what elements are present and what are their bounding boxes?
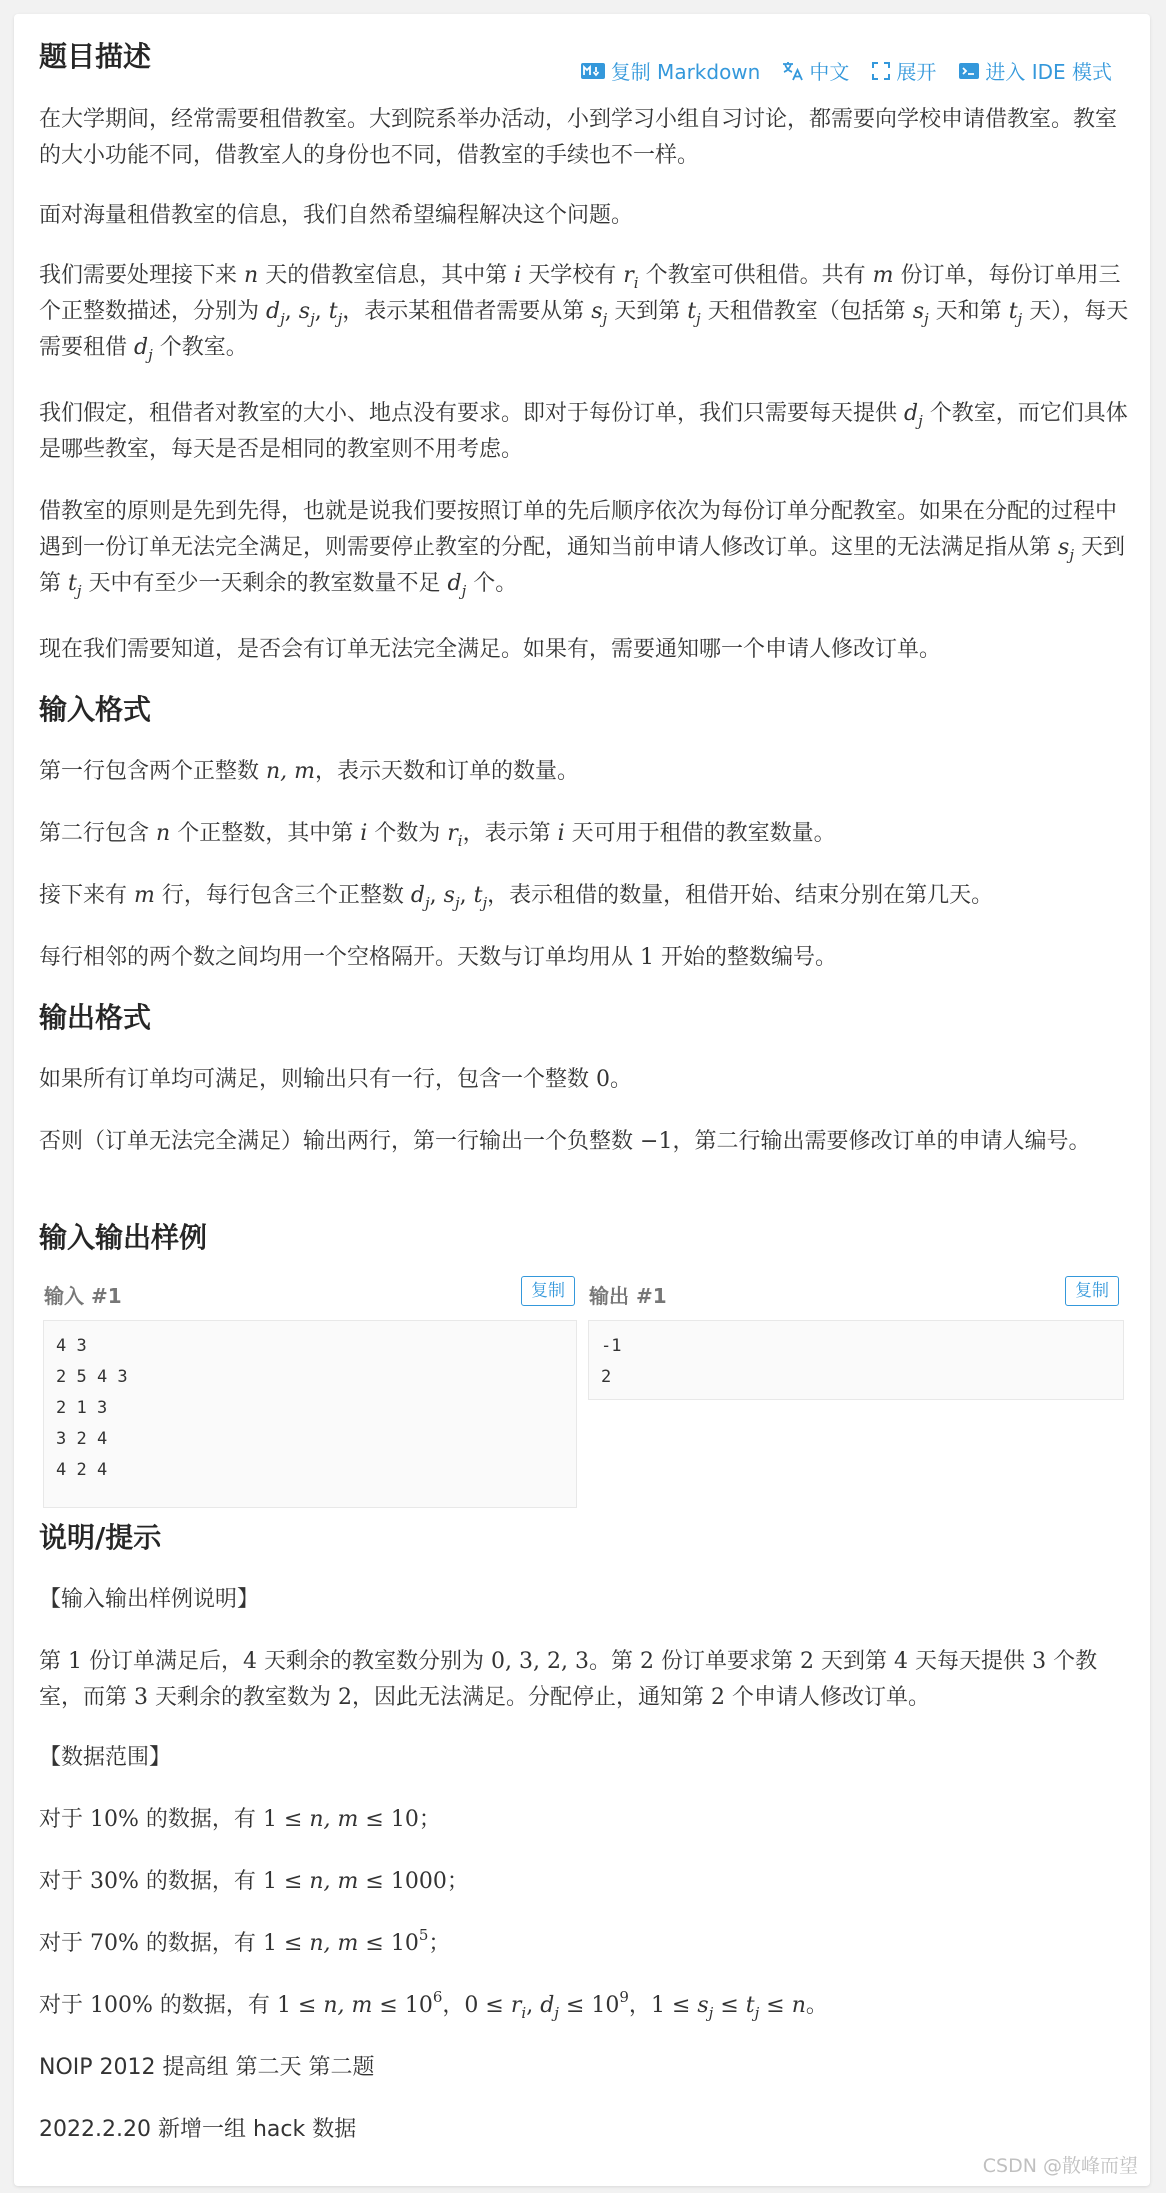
copy-markdown-label: 复制 Markdown: [610, 60, 761, 84]
input-format-line-4: 每行相邻的两个数之间均用一个空格隔开。天数与订单均用从 1 开始的整数编号。: [39, 945, 838, 970]
terminal-icon: [958, 62, 980, 80]
data-range-30: 对于 30% 的数据，有 1 ≤ n, m ≤ 1000；: [39, 1869, 469, 1894]
description-paragraph-4: 我们假定，租借者对教室的大小、地点没有要求。即对于每份订单，我们只需要每天提供 $d_j$ 个教室，而它们具体是哪些教室，每天是否是相同的教室则不用考虑。: [39, 401, 1128, 462]
translate-icon: [782, 61, 804, 81]
expand-button[interactable]: [871, 56, 936, 85]
copy-markdown-button[interactable]: [580, 56, 761, 85]
copy-output-button[interactable]: 复制: [1065, 1276, 1119, 1306]
copy-input-button[interactable]: 复制: [521, 1276, 575, 1306]
data-range-header: 【数据范围】: [39, 1745, 172, 1770]
input-format-line-1: 第一行包含两个正整数 n, m，表示天数和订单的数量。: [39, 759, 580, 784]
input-format-line-3: 接下来有 m 行，每行包含三个正整数 $d_j$, $s_j$, $t_j$，表示租借的数量，租借开始、结束分别在第几天。: [39, 883, 994, 912]
language-label: 中文: [809, 60, 850, 84]
data-range-70: 对于 70% 的数据，有 1 ≤ n, $m \le 10^5$；: [39, 1926, 451, 1956]
expand-icon: [871, 61, 891, 81]
input-format-line-2: 第二行包含 n 个正整数，其中第 i 个数为 $r_i$，表示第 i 天可用于租借的教室数量。: [39, 821, 836, 850]
input-format-title: 输入格式: [39, 693, 152, 726]
ide-mode-button[interactable]: [958, 56, 1112, 85]
description-paragraph-3: 我们需要处理接下来 n 天的借教室信息，其中第 i 天学校有 $r_i$ 个教室可供租借。共有 m 份订单，每份订单用三个正整数描述，分别为 $d_j$, $s_j$, $t_j$，表示某租借者需要从第 $s_j$ 天到第 $t_j$ 天租借教室（包括第 $s_j$ 天和第 $t_j$ 天），每天需要租借 $d_j$ 个教室。: [39, 263, 1129, 364]
expand-label: 展开: [896, 60, 937, 84]
description-paragraph-5: 借教室的原则是先到先得，也就是说我们要按照订单的先后顺序依次为每份订单分配教室。如果在分配的过程中遇到一份订单无法完全满足，则需要停止教室的分配，通知当前申请人修改订单。这里的无法满足指从第 $s_j$ 天到第 $t_j$ 天中有至少一天剩余的教室数量不足 $d_j$ 个。: [39, 499, 1125, 600]
samples-title: 输入输出样例: [39, 1221, 208, 1254]
data-range-100: 对于 100% 的数据，有 1 ≤ n, $m \le 10^6$，$0 \le r_i$, $d_j \le 10^9$，$1 \le s_j \le t_j \le n$。: [39, 1988, 828, 2022]
problem-source: NOIP 2012 提高组 第二天 第二题: [39, 2055, 375, 2080]
watermark: CSDN @散峰而望: [982, 2155, 1138, 2177]
output-format-title: 输出格式: [39, 1001, 152, 1034]
output-format-line-2: 否则（订单无法完全满足）输出两行，第一行输出一个负整数 −1，第二行输出需要修改订单的申请人编号。: [39, 1129, 1091, 1154]
sample-output-label: 输出 #1: [589, 1284, 667, 1308]
description-paragraph-2: 面对海量租借教室的信息，我们自然希望编程解决这个问题。: [39, 203, 634, 228]
ide-mode-label: 进入 IDE 模式: [985, 60, 1112, 84]
markdown-icon: [580, 62, 606, 80]
sample-explain-header: 【输入输出样例说明】: [39, 1587, 260, 1612]
hints-title: 说明/提示: [39, 1521, 162, 1554]
description-paragraph-1: 在大学期间，经常需要租借教室。大到院系举办活动，小到学习小组自习讨论，都需要向学校申请借教室。教室的大小功能不同，借教室人的身份也不同，借教室的手续也不一样。: [39, 107, 1118, 168]
update-note: 2022.2.20 新增一组 hack 数据: [39, 2117, 357, 2142]
sample-input-block[interactable]: 4 3 2 5 4 3 2 1 3 3 2 4 4 2 4: [43, 1320, 577, 1508]
data-range-10: 对于 10% 的数据，有 1 ≤ n, m ≤ 10；: [39, 1807, 441, 1832]
language-button[interactable]: [782, 56, 849, 85]
sample-input-label: 输入 #1: [44, 1284, 122, 1308]
sample-output-block[interactable]: -1 2: [588, 1320, 1124, 1400]
description-title: 题目描述: [39, 40, 152, 73]
description-paragraph-6: 现在我们需要知道，是否会有订单无法完全满足。如果有，需要通知哪一个申请人修改订单。: [39, 637, 942, 662]
output-format-line-1: 如果所有订单均可满足，则输出只有一行，包含一个整数 0。: [39, 1067, 633, 1092]
sample-explain-text: 第 1 份订单满足后，4 天剩余的教室数分别为 0, 3, 2, 3。第 2 份订单要求第 2 天到第 4 天每天提供 3 个教室，而第 3 天剩余的教室数为 2，因此无法满足。分配停止，通知第 2 个申请人修改订单。: [39, 1649, 1098, 1710]
toolbar: [580, 56, 1112, 85]
problem-card: [14, 14, 1150, 2186]
